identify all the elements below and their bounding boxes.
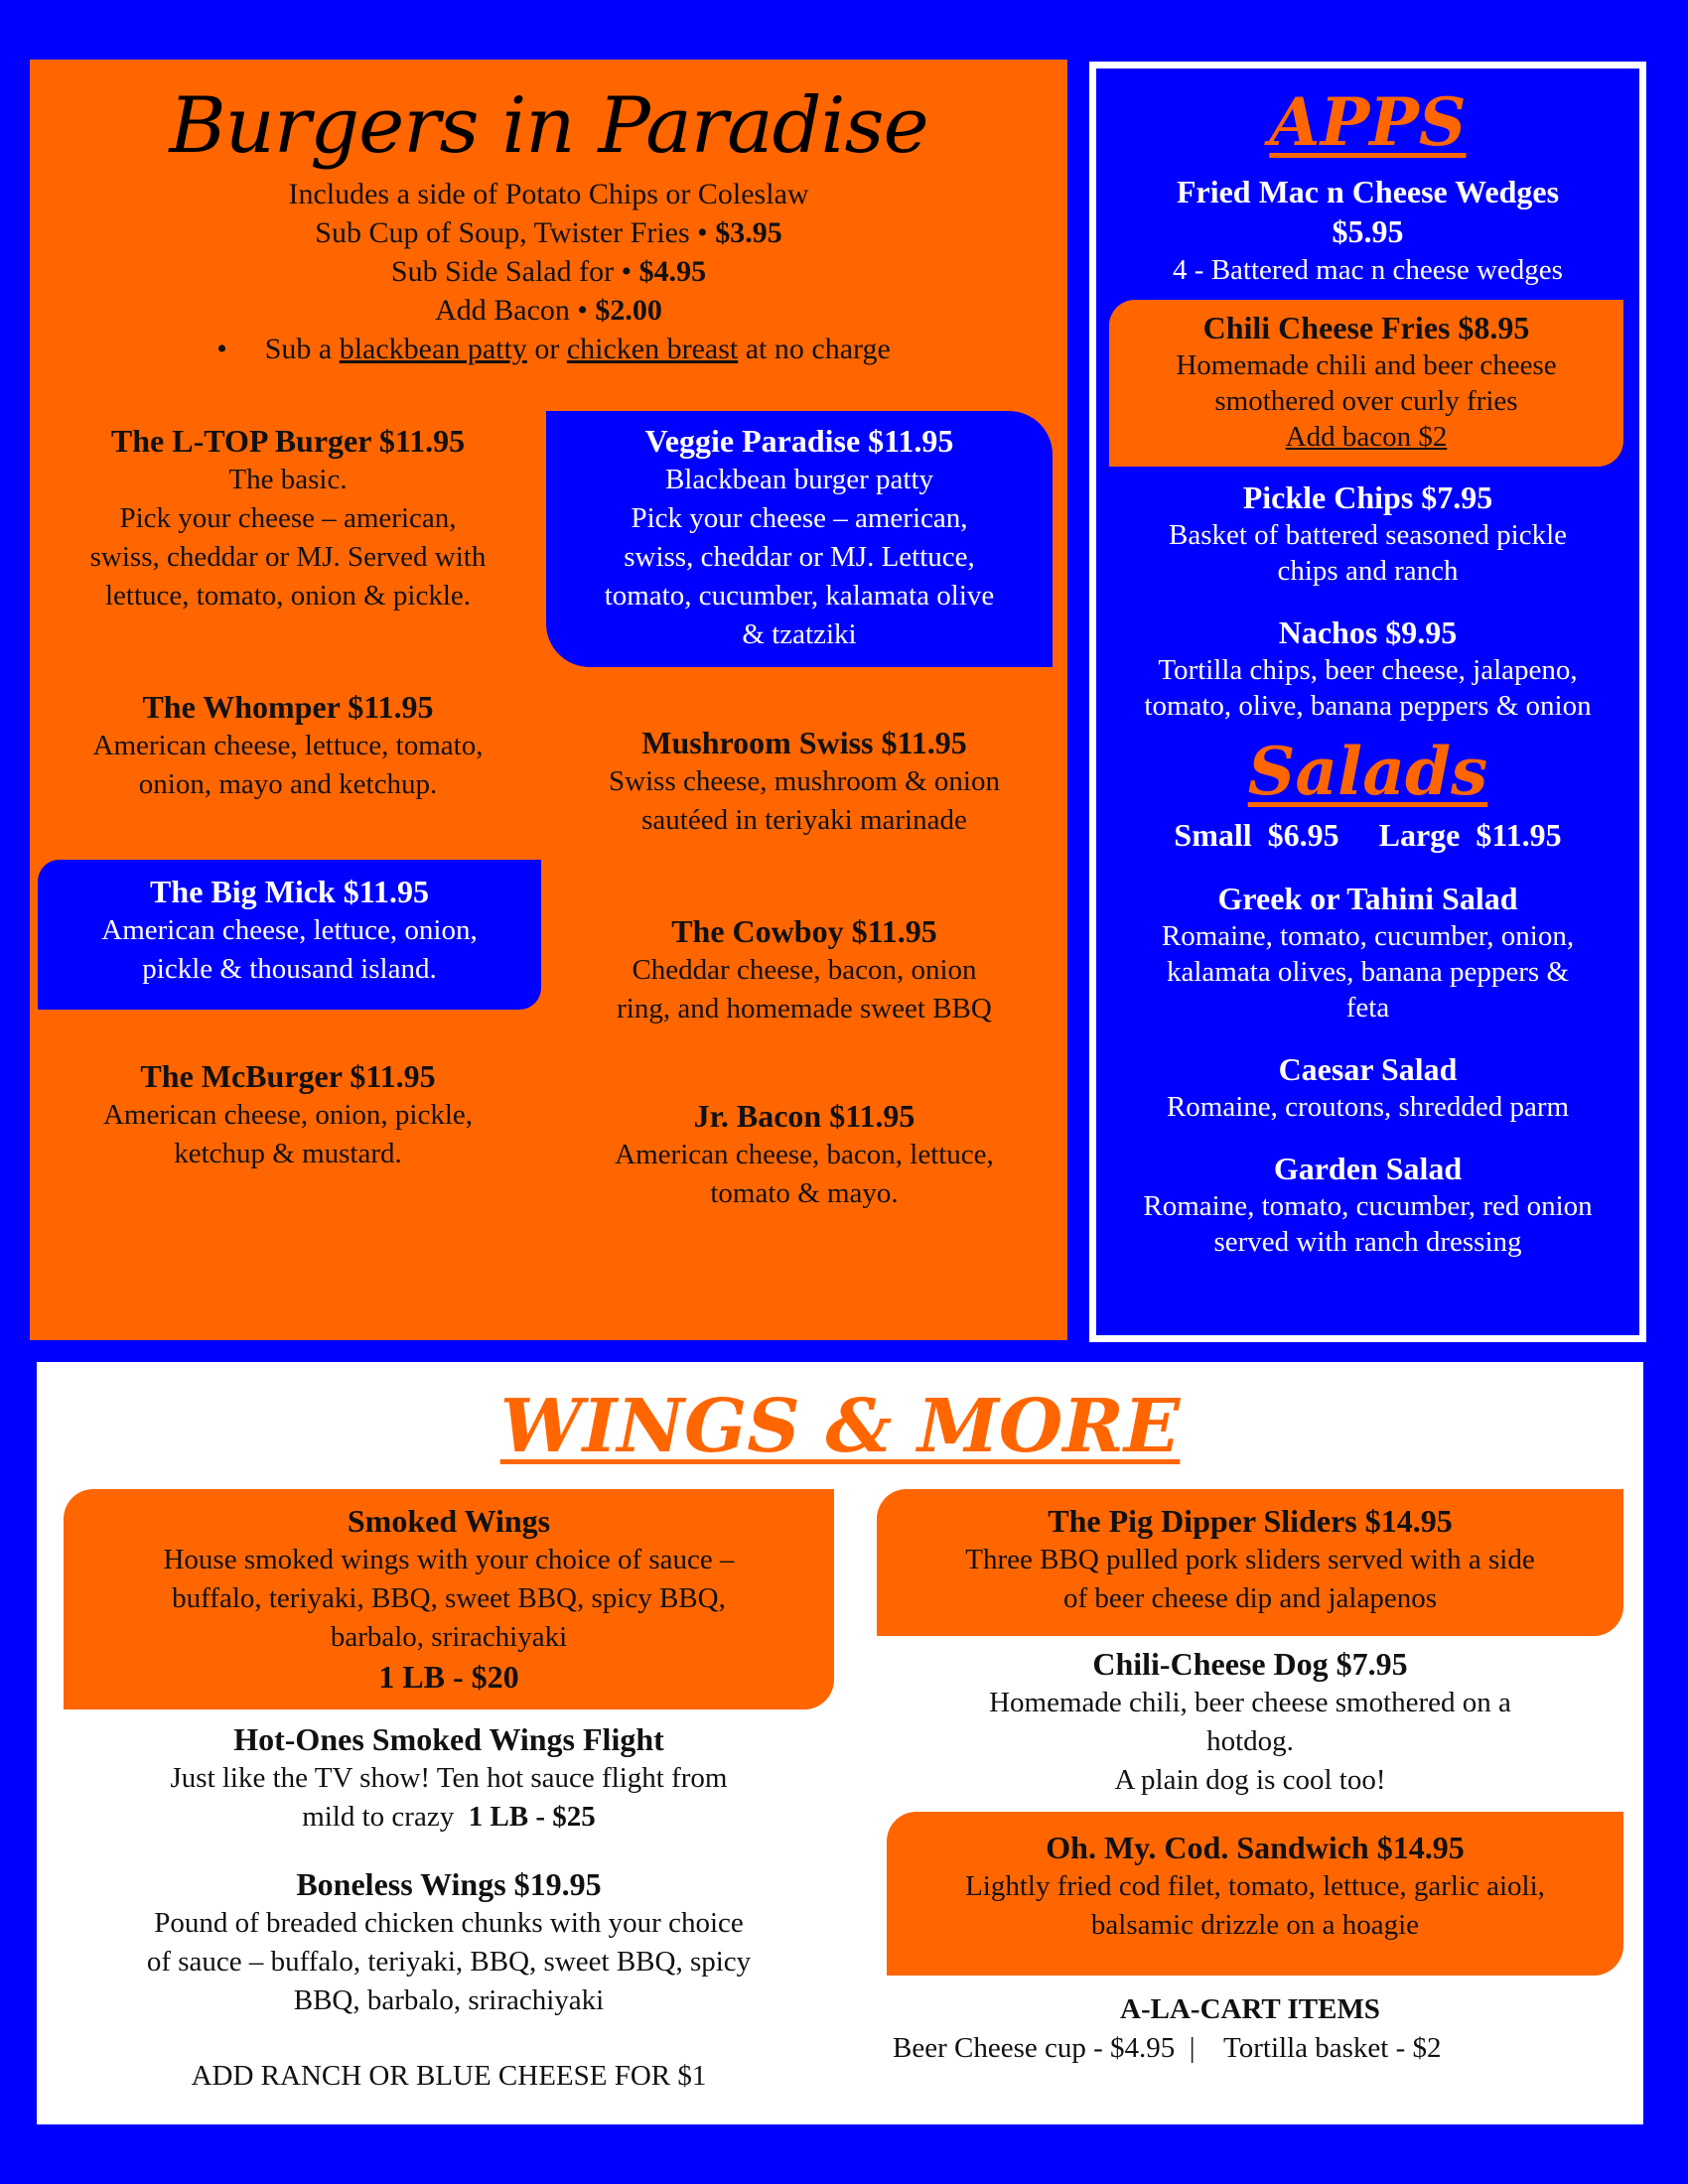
intro-salad-price: $4.95 <box>638 255 707 288</box>
item-desc-line: Basket of battered seasoned pickle <box>1168 519 1567 551</box>
salad-item-caesar <box>1096 1049 1639 1125</box>
apps-title: APPS <box>1269 83 1467 161</box>
item-desc-line: ring, and homemade sweet BBQ <box>617 993 992 1024</box>
item-price: 1 LB - $25 <box>468 1801 596 1833</box>
item-desc-line: Tortilla chips, beer cheese, jalapeno, <box>1158 654 1578 686</box>
item-desc-line: A plain dog is cool too! <box>1114 1764 1386 1796</box>
item-desc-line: mild to crazy 1 LB - $25 <box>302 1801 596 1833</box>
salad-item-greek-tahini <box>1096 879 1639 1025</box>
item-desc-line: of sauce – buffalo, teriyaki, BBQ, sweet BBQ, spicy <box>146 1946 752 1978</box>
item-name: The L-TOP Burger $11.95 <box>110 423 466 459</box>
salad-item-garden <box>1096 1149 1639 1260</box>
item-name: Smoked Wings <box>347 1503 551 1539</box>
app-item-chili-cheese-fries <box>1109 300 1623 467</box>
burgers-intro <box>30 175 1067 368</box>
item-desc-line: American cheese, bacon, lettuce, <box>615 1139 994 1170</box>
item-desc-line: chips and ranch <box>1277 555 1459 587</box>
item-name: Chili-Cheese Dog $7.95 <box>1092 1646 1408 1682</box>
item-name: Garden Salad <box>1273 1151 1463 1186</box>
item-desc-line: Romaine, croutons, shredded parm <box>1166 1091 1570 1123</box>
item-desc-line: House smoked wings with your choice of sauce – <box>163 1544 735 1575</box>
apps-salads-panel <box>1089 62 1646 1342</box>
item-name: Nachos $9.95 <box>1278 614 1458 650</box>
item-desc-line: Pick your cheese – american, <box>119 502 457 534</box>
menu-item-big-mick <box>38 860 541 1010</box>
item-desc-line: ketchup & mustard. <box>174 1138 402 1169</box>
item-desc-line: & tzatziki <box>742 618 857 650</box>
menu-item-veggie-paradise <box>546 411 1053 667</box>
item-desc-line: Lightly fried cod filet, tomato, lettuce, garlic aioli, <box>965 1870 1545 1902</box>
item-price: $5.95 <box>1332 213 1404 249</box>
item-desc-line: Pound of breaded chicken chunks with your choice <box>154 1907 744 1939</box>
item-desc-line: pickle & thousand island. <box>142 953 437 985</box>
app-item-nachos <box>1096 613 1639 724</box>
item-name: Oh. My. Cod. Sandwich $14.95 <box>1046 1830 1465 1865</box>
item-desc-line: feta <box>1345 992 1390 1024</box>
item-desc-line: Swiss cheese, mushroom & onion <box>609 765 1000 797</box>
add-bacon-addon: Add bacon $2 <box>1285 421 1448 453</box>
salads-title: Salads <box>1247 733 1488 810</box>
alacart-section <box>877 1989 1623 2029</box>
item-name: Veggie Paradise $11.95 <box>644 423 954 459</box>
item-desc-line: Blackbean burger patty <box>664 464 934 495</box>
item-desc-line: swiss, cheddar or MJ. Lettuce, <box>624 541 975 573</box>
wings-item-pig-dipper-sliders <box>877 1489 1623 1636</box>
item-desc-line: sautéed in teriyaki marinade <box>641 804 967 836</box>
menu-item-cowboy <box>546 911 1062 1028</box>
item-name: Jr. Bacon $11.95 <box>693 1098 915 1134</box>
wings-item-smoked-wings <box>64 1489 834 1709</box>
item-desc-line: American cheese, lettuce, onion, <box>101 914 478 946</box>
item-name: Boneless Wings $19.95 <box>296 1866 602 1902</box>
item-desc-line: Just like the TV show! Ten hot sauce flight from <box>170 1762 728 1794</box>
item-desc-line: barbalo, srirachiyaki <box>330 1621 568 1653</box>
wings-title: WINGS & MORE <box>499 1384 1181 1469</box>
intro-substitute: • Sub a blackbean patty or chicken breast at no charge <box>216 333 891 365</box>
item-desc-line: American cheese, lettuce, tomato, <box>92 730 484 761</box>
bullet-icon: • <box>216 333 227 365</box>
item-desc-line: smothered over curly fries <box>1214 385 1518 417</box>
item-desc-line: tomato, olive, banana peppers & onion <box>1144 690 1592 722</box>
item-desc-line: swiss, cheddar or MJ. Served with <box>89 541 487 573</box>
wings-item-boneless-wings <box>64 1864 834 2020</box>
menu-item-mcburger <box>30 1056 546 1173</box>
item-name: The Cowboy $11.95 <box>671 913 937 949</box>
item-desc-line: BBQ, barbalo, srirachiyaki <box>293 1984 605 2016</box>
item-name: Greek or Tahini Salad <box>1217 881 1518 916</box>
intro-soup-price: $3.95 <box>715 216 782 249</box>
alacart-items: Beer Cheese cup - $4.95 | Tortilla basket - $2 <box>893 2032 1442 2064</box>
wings-item-chili-cheese-dog <box>877 1644 1623 1800</box>
menu-item-whomper <box>30 687 546 804</box>
item-desc-line: American cheese, onion, pickle, <box>102 1099 473 1131</box>
item-desc-line: Romaine, tomato, cucumber, onion, <box>1161 920 1575 952</box>
item-desc-line: Three BBQ pulled pork sliders served with a side <box>965 1544 1535 1575</box>
item-desc-line: Pick your cheese – american, <box>631 502 968 534</box>
item-desc-line: balsamic drizzle on a hoagie <box>1090 1909 1420 1941</box>
item-desc-line: The basic. <box>228 464 348 495</box>
burgers-title: Burgers in Paradise <box>169 81 928 171</box>
item-desc-line: buffalo, teriyaki, BBQ, sweet BBQ, spicy BBQ, <box>172 1582 726 1614</box>
wings-item-hot-ones-flight <box>64 1719 834 1837</box>
item-desc-line: hotdog. <box>1206 1725 1294 1757</box>
menu-item-mushroom-swiss <box>546 723 1062 840</box>
burgers-panel <box>30 60 1067 1340</box>
item-name: Hot-Ones Smoked Wings Flight <box>233 1721 664 1757</box>
item-desc-line: served with ranch dressing <box>1213 1226 1522 1258</box>
item-price: 1 LB - $20 <box>378 1659 519 1695</box>
item-desc-line: kalamata olives, banana peppers & <box>1166 956 1570 988</box>
item-desc-line: Homemade chili and beer cheese <box>1176 349 1557 381</box>
wings-more-panel <box>37 1362 1643 2124</box>
item-name: The McBurger $11.95 <box>140 1058 436 1094</box>
item-name: The Big Mick $11.95 <box>150 874 429 909</box>
item-name: The Whomper $11.95 <box>142 689 434 725</box>
intro-bacon: Add Bacon • $2.00 <box>435 294 662 327</box>
menu-item-jr-bacon <box>546 1096 1062 1213</box>
item-name: Mushroom Swiss $11.95 <box>641 725 967 760</box>
item-name: Pickle Chips $7.95 <box>1242 479 1493 515</box>
intro-salad: Sub Side Salad for • $4.95 <box>390 255 707 288</box>
item-desc-line: of beer cheese dip and jalapenos <box>1062 1582 1438 1614</box>
blackbean-patty-option: blackbean patty <box>339 333 527 365</box>
salad-sizes: Small $6.95 Large $11.95 <box>1174 817 1562 853</box>
menu-item-ltop-burger <box>30 421 546 615</box>
item-name: The Pig Dipper Sliders $14.95 <box>1048 1503 1453 1539</box>
add-ranch-blue-cheese-note: ADD RANCH OR BLUE CHEESE FOR $1 <box>191 2060 707 2092</box>
intro-sides: Includes a side of Potato Chips or Coleslaw <box>288 178 809 210</box>
alacart-title: A-LA-CART ITEMS <box>1120 1993 1380 2025</box>
item-desc-line: lettuce, tomato, onion & pickle. <box>104 580 472 612</box>
app-item-mac-cheese-wedges <box>1096 172 1639 290</box>
chicken-breast-option: chicken breast <box>566 333 739 365</box>
item-desc-line: onion, mayo and ketchup. <box>138 768 438 800</box>
item-desc-line: Romaine, tomato, cucumber, red onion <box>1143 1190 1593 1222</box>
item-desc-line: Homemade chili, beer cheese smothered on a <box>989 1687 1511 1718</box>
app-item-pickle-chips <box>1096 478 1639 589</box>
item-name: Fried Mac n Cheese Wedges <box>1176 174 1560 209</box>
intro-bacon-price: $2.00 <box>595 294 662 327</box>
wings-item-oh-my-cod-sandwich <box>887 1812 1623 1976</box>
item-desc-line: 4 - Battered mac n cheese wedges <box>1173 254 1563 286</box>
item-desc-line: tomato & mayo. <box>710 1177 899 1209</box>
item-desc-line: tomato, cucumber, kalamata olive <box>604 580 995 612</box>
intro-soup: Sub Cup of Soup, Twister Fries • $3.95 <box>315 216 782 249</box>
item-desc-line: Cheddar cheese, bacon, onion <box>632 954 977 986</box>
item-name: Chili Cheese Fries $8.95 <box>1202 310 1530 345</box>
item-name: Caesar Salad <box>1278 1051 1458 1087</box>
